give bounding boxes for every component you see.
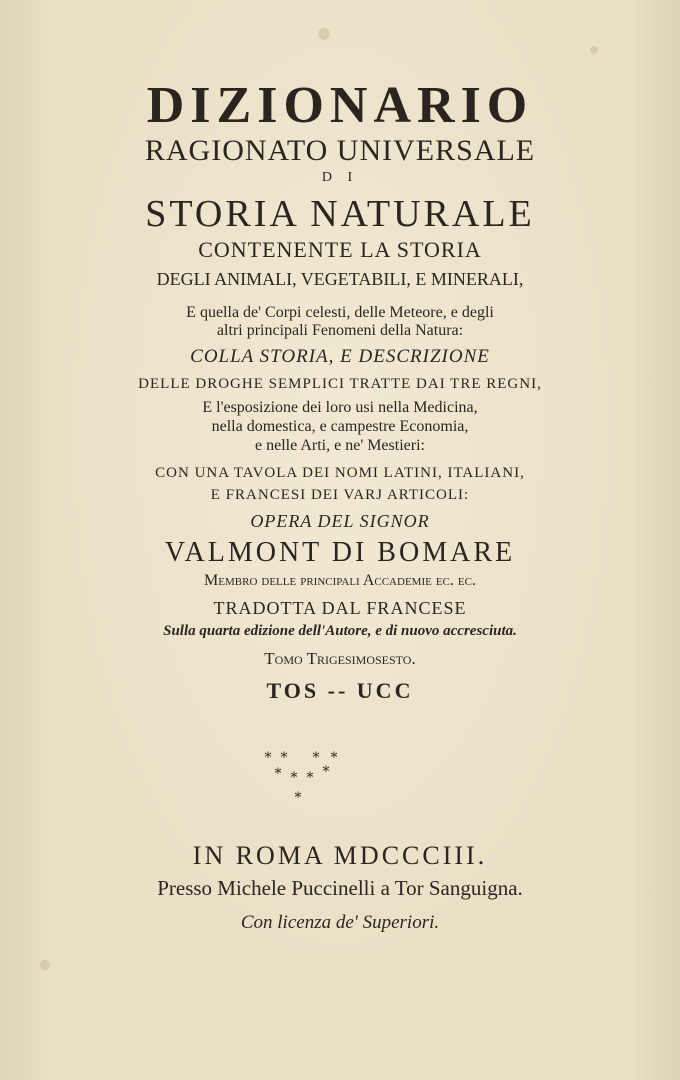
- di-line: D I: [321, 170, 359, 185]
- svg-text:*: *: [312, 750, 320, 766]
- svg-text:*: *: [274, 766, 282, 782]
- title-dizionario: DIZIONARIO: [146, 77, 534, 134]
- svg-text:*: *: [280, 750, 288, 766]
- imprint-printer: Presso Michele Puccinelli a Tor Sanguigna.: [157, 876, 523, 900]
- subtitle-ragionato: RAGIONATO UNIVERSALE: [144, 134, 536, 167]
- esposizione-line-2: nella domestica, e campestre Economia,: [211, 418, 469, 435]
- tavola-line-1: CON UNA TAVOLA DEI NOMI LATINI, ITALIANI,: [155, 465, 525, 481]
- esposizione-line-3: e nelle Arti, e ne' Mestieri:: [255, 437, 425, 454]
- edizione-line: Sulla quarta edizione dell'Autore, e di nuovo accresciuta.: [163, 623, 517, 639]
- imprint-license: Con licenza de' Superiori.: [240, 912, 440, 933]
- membro-line: Membro delle principali Accademie ec. ec.: [204, 572, 476, 589]
- esposizione-line-1: E l'esposizione dei loro usi nella Medicina,: [202, 399, 478, 416]
- foxing-spot: [40, 960, 50, 970]
- foxing-spot: [590, 46, 598, 54]
- droghe-line: DELLE DROGHE SEMPLICI TRATTE DAI TRE REGNI,: [138, 376, 542, 392]
- svg-text:*: *: [322, 764, 330, 780]
- foxing-spot: [318, 28, 330, 40]
- tomo-line: Tomo Trigesimosesto.: [264, 649, 416, 668]
- svg-text:*: *: [306, 770, 314, 786]
- tradotta-line: TRADOTTA DAL FRANCESE: [213, 598, 467, 618]
- author-name: VALMONT DI BOMARE: [164, 537, 516, 568]
- imprint-place-date: IN ROMA MDCCCIII.: [192, 841, 488, 870]
- volume-range: TOS -- UCC: [266, 678, 414, 703]
- svg-text:*: *: [330, 750, 338, 766]
- contenente-line: CONTENENTE LA STORIA: [198, 237, 482, 262]
- colla-storia-line: COLLA STORIA, E DESCRIZIONE: [190, 346, 490, 367]
- asterism-ornament-icon: [0, 748, 680, 808]
- opera-line: OPERA DEL SIGNOR: [250, 511, 430, 531]
- degli-animali-line: DEGLI ANIMALI, VEGETABILI, E MINERALI,: [156, 269, 524, 289]
- tavola-line-2: E FRANCESI DEI VARJ ARTICOLI:: [210, 487, 470, 503]
- svg-text:*: *: [264, 750, 272, 766]
- svg-text:*: *: [294, 790, 302, 806]
- corpi-celesti-line: E quella de' Corpi celesti, delle Meteore, e degli: [186, 304, 494, 321]
- svg-text:*: *: [290, 770, 298, 786]
- fenomeni-line: altri principali Fenomeni della Natura:: [216, 322, 464, 339]
- title-storia-naturale: STORIA NATURALE: [145, 193, 535, 235]
